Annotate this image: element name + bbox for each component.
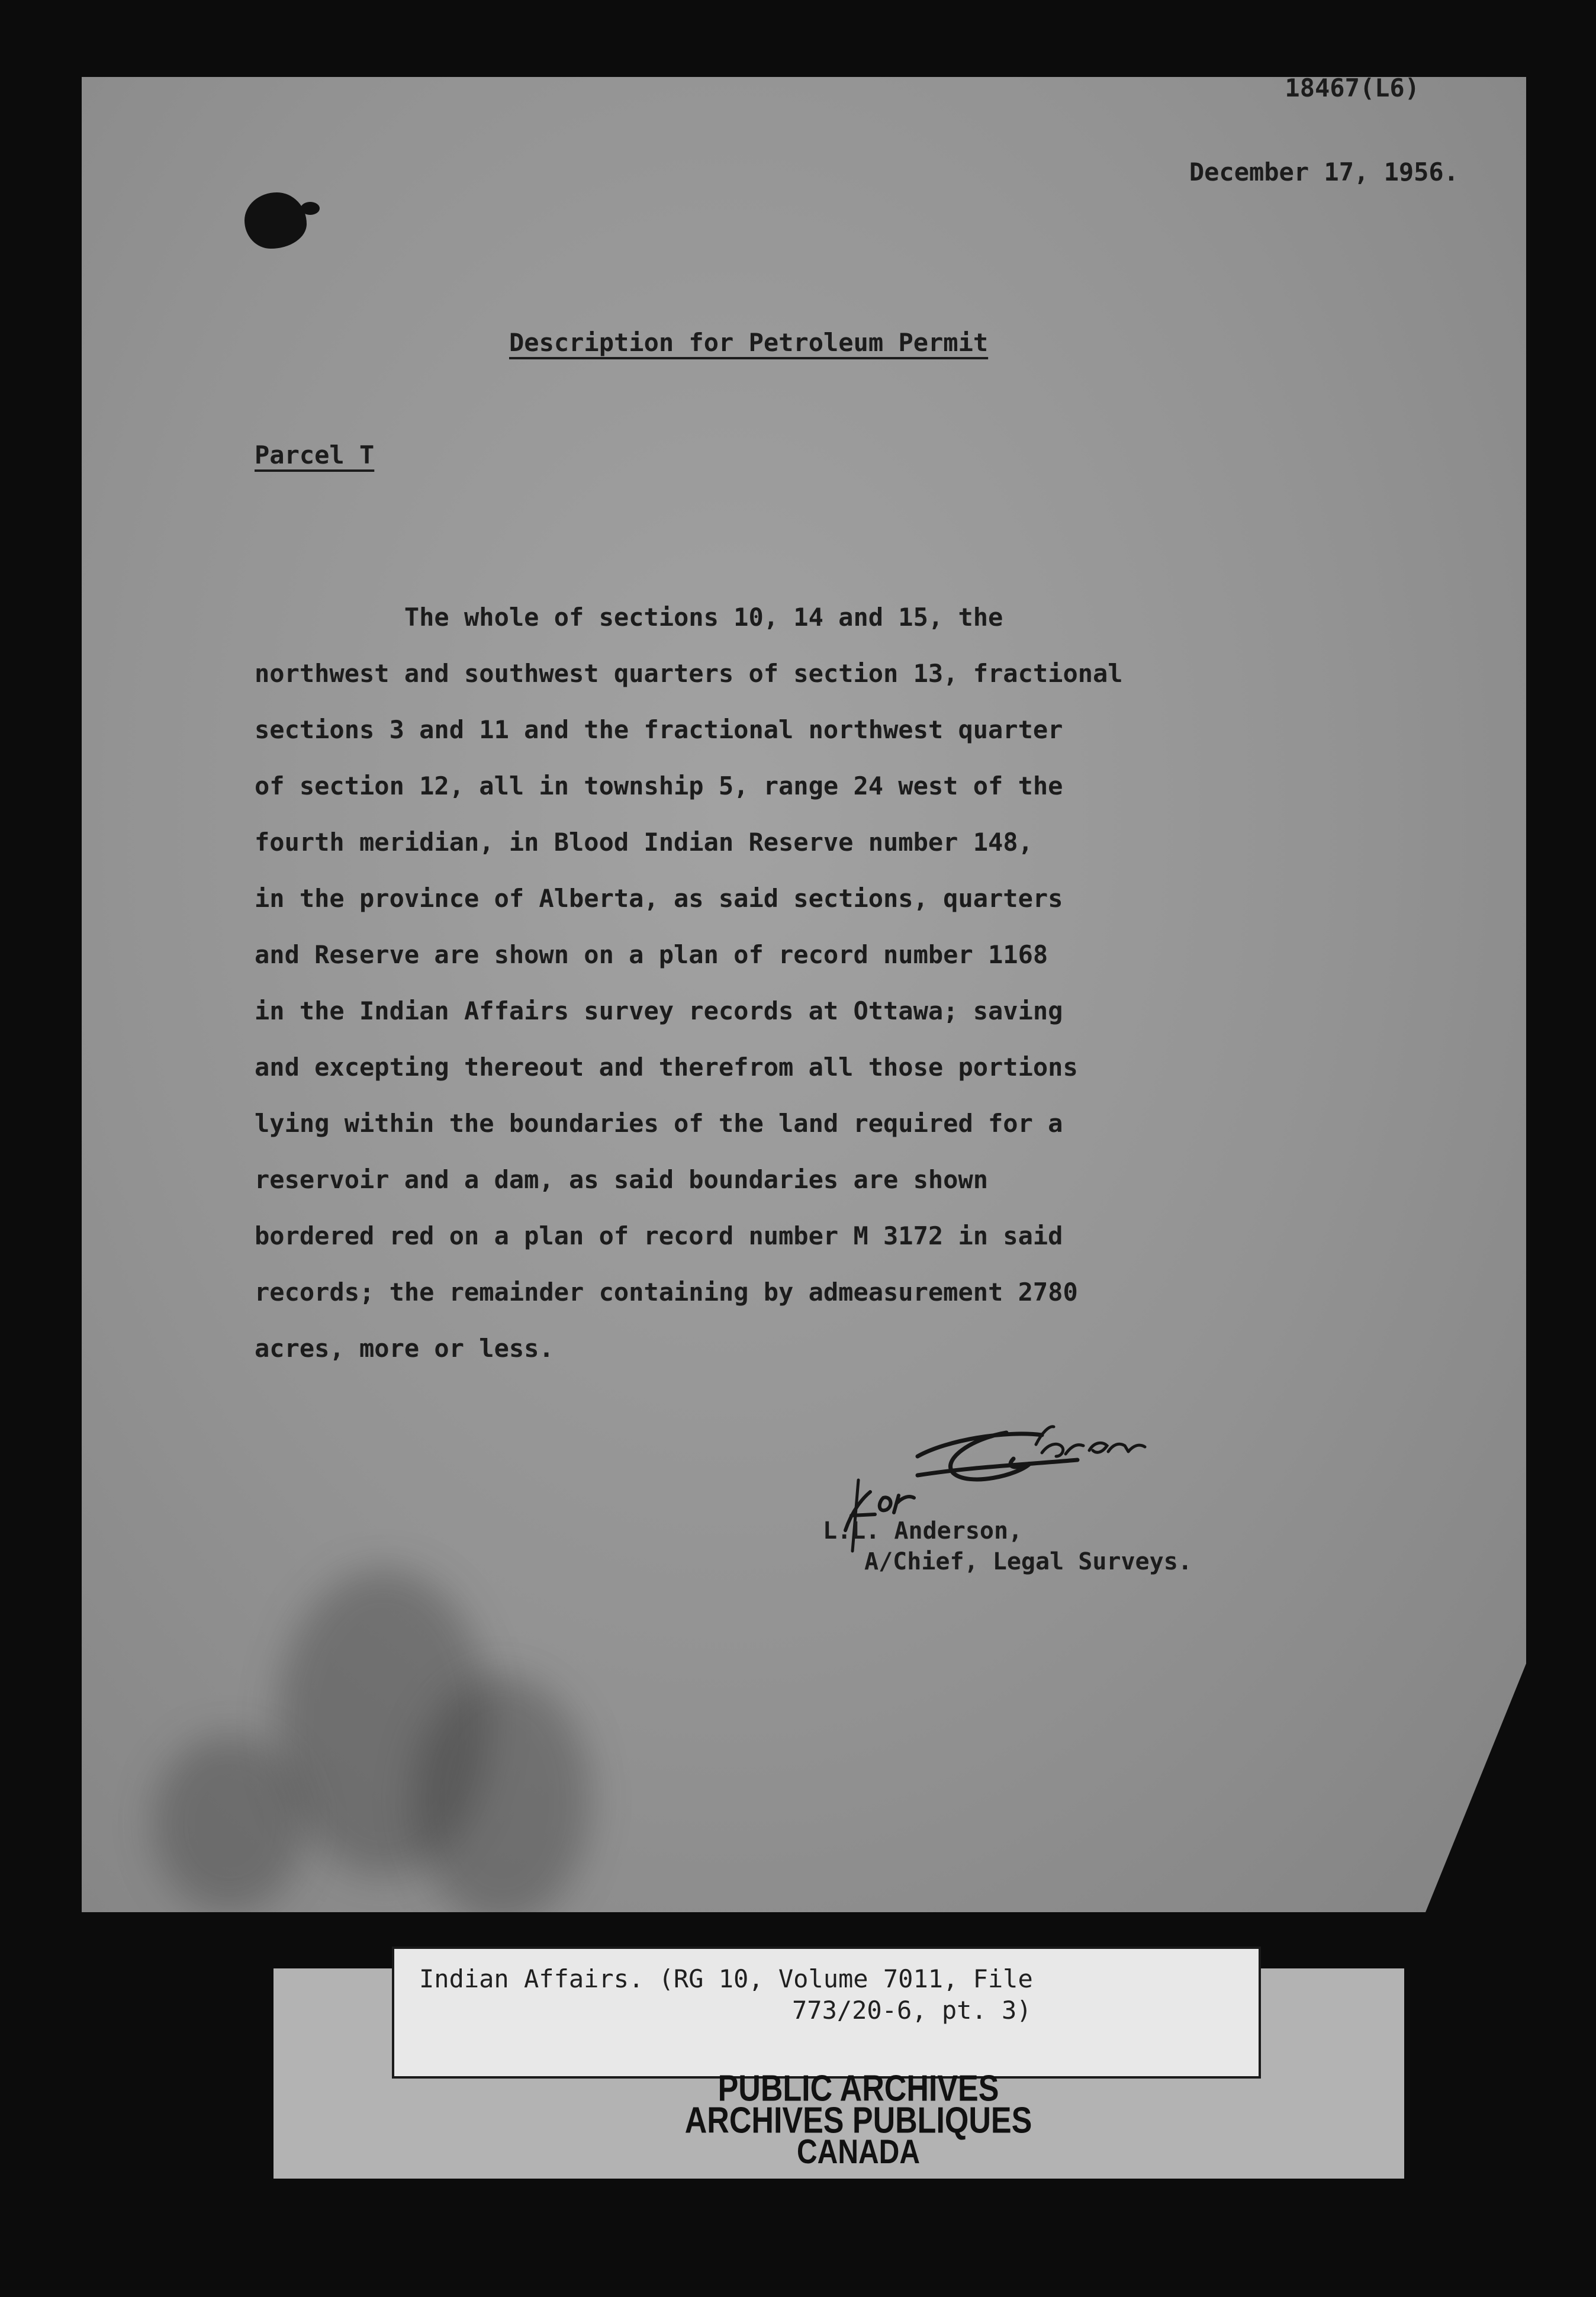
water-stain bbox=[413, 1675, 591, 1912]
stamp-line-french: ARCHIVES PUBLIQUES bbox=[684, 2100, 1032, 2141]
parcel-label: Parcel T bbox=[255, 440, 375, 469]
body-line: northwest and southwest quarters of section 13, fractional bbox=[255, 659, 1123, 688]
body-line: sections 3 and 11 and the fractional northwest quarter bbox=[255, 715, 1063, 744]
body-line: records; the remainder containing by admeasurement 2780 bbox=[255, 1278, 1078, 1307]
ink-blot bbox=[244, 192, 307, 249]
stamp-line-english: PUBLIC ARCHIVES bbox=[717, 2068, 999, 2109]
letter-date: December 17, 1956. bbox=[1189, 157, 1459, 186]
signer-name: L.L. Anderson, bbox=[823, 1517, 1023, 1545]
body-line: bordered red on a plan of record number M 3172 in said bbox=[255, 1221, 1063, 1250]
body-line: The whole of sections 10, 14 and 15, the bbox=[255, 603, 1003, 632]
body-line: and excepting thereout and therefrom all those portions bbox=[255, 1053, 1078, 1082]
body-line: lying within the boundaries of the land required for a bbox=[255, 1109, 1063, 1138]
reference-number: 18467(L6) bbox=[1285, 73, 1420, 102]
signer-title: A/Chief, Legal Surveys. bbox=[864, 1548, 1192, 1575]
archives-stamp bbox=[533, 2068, 1184, 2171]
stamp-line-country: CANADA bbox=[797, 2133, 920, 2171]
document-heading: Description for Petroleum Permit bbox=[509, 328, 989, 357]
water-stain bbox=[153, 1735, 307, 1912]
body-line: fourth meridian, in Blood Indian Reserve number 148, bbox=[255, 828, 1033, 857]
body-line: acres, more or less. bbox=[255, 1334, 554, 1363]
body-line: and Reserve are shown on a plan of record number 1168 bbox=[255, 940, 1048, 969]
archive-reference-line: Indian Affairs. (RG 10, Volume 7011, File bbox=[419, 1964, 1033, 1993]
body-line: reservoir and a dam, as said boundaries are shown bbox=[255, 1165, 989, 1194]
body-line: in the province of Alberta, as said sections, quarters bbox=[255, 884, 1063, 913]
body-line: of section 12, all in township 5, range 24 west of the bbox=[255, 771, 1063, 800]
torn-corner bbox=[1426, 1664, 1526, 1912]
archive-file-line: 773/20-6, pt. 3) bbox=[792, 1996, 1032, 2025]
body-line: in the Indian Affairs survey records at Ottawa; saving bbox=[255, 996, 1063, 1025]
